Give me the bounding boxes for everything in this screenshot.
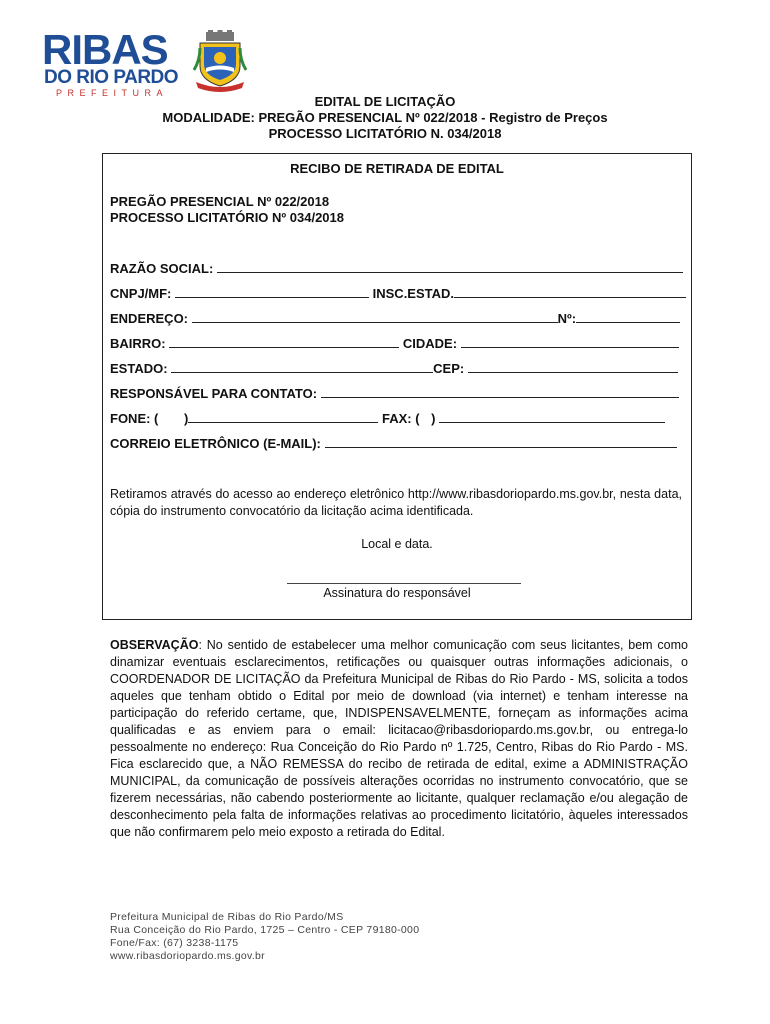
bairro-label: BAIRRO: xyxy=(110,336,166,351)
numero-label: Nº: xyxy=(557,311,577,326)
cidade-label: CIDADE: xyxy=(402,336,458,351)
observacao-paragraph xyxy=(110,637,688,841)
fone-field[interactable] xyxy=(188,410,378,423)
bairro-row xyxy=(110,335,679,352)
fax-close: ) xyxy=(431,411,436,426)
insc-estad-field[interactable] xyxy=(454,285,686,298)
fone-row xyxy=(110,410,665,427)
razao-social-field[interactable] xyxy=(217,260,683,273)
edital-title: EDITAL DE LICITAÇÃO xyxy=(314,94,456,109)
retiramos-text: Retiramos através do acesso ao endereço eletrônico http://www.ribasdoriopardo.ms.gov.br, nesta data, cópia do instrumento convocatório da licitação acima identificada. xyxy=(110,487,682,518)
footer xyxy=(110,911,419,963)
logo-subtitle: DO RIO PARDO xyxy=(44,67,179,88)
razao-social-label: RAZÃO SOCIAL: xyxy=(110,261,214,276)
recibo-box xyxy=(102,153,692,620)
endereco-label: ENDEREÇO: xyxy=(110,311,189,326)
email-label: CORREIO ELETRÔNICO (E-MAIL): xyxy=(110,436,321,451)
recibo-processo: PROCESSO LICITATÓRIO Nº 034/2018 xyxy=(110,210,344,225)
cep-field[interactable] xyxy=(468,360,678,373)
processo-line: PROCESSO LICITATÓRIO N. 034/2018 xyxy=(268,126,502,141)
insc-estad-label: INSC.ESTAD. xyxy=(372,286,455,301)
estado-field[interactable] xyxy=(171,360,433,373)
modalidade-line: MODALIDADE: PREGÃO PRESENCIAL Nº 022/2018 - Registro de Preços xyxy=(162,110,608,125)
observacao-label: OBSERVAÇÃO xyxy=(110,638,199,652)
bairro-field[interactable] xyxy=(169,335,399,348)
coat-of-arms-icon xyxy=(192,30,248,94)
fax-field[interactable] xyxy=(439,410,665,423)
responsavel-label: RESPONSÁVEL PARA CONTATO: xyxy=(110,386,318,401)
cidade-field[interactable] xyxy=(461,335,679,348)
endereco-row xyxy=(110,310,680,327)
cep-label: CEP: xyxy=(433,361,465,376)
responsavel-row xyxy=(110,385,679,402)
estado-row xyxy=(110,360,678,377)
fone-label: FONE: ( xyxy=(110,411,159,426)
email-field[interactable] xyxy=(325,435,677,448)
recibo-pregao: PREGÃO PRESENCIAL Nº 022/2018 xyxy=(110,194,330,209)
email-row xyxy=(110,435,677,452)
logo-title: RIBAS xyxy=(42,26,168,73)
observacao-text: : No sentido de estabelecer uma melhor comunicação com seus licitantes, bem como dinamizar eventuais esclarecimentos, retificações ou quaisquer outras informações adicionais, o COORDENADOR DE LICITAÇÃO da Prefeitura Municipal de Ribas do Rio Pardo - MS, solicita a todos aqueles que tenham obtido o Edital por meio de download (via internet) e tenham interesse na participação do referido certame, que, INDISPENSAVELMENTE, forneçam as informações acima qualificadas e as enviem para o email: licitacao@ribasdoriopardo.ms.gov.br, ou entrega-lo pessoalmente no endereço: Rua Conceição do Rio Pardo nº 1.725, Centro, Ribas do Rio Pardo - MS. Fica esclarecido que, a NÃO REMESSA do recibo de retirada de edital, exime a ADMINISTRAÇÃO MUNICIPAL, da comunicação de possíveis alterações ocorridas no instrumento convocatório, que se fizerem necessárias, não cabendo posteriormente ao licitante, qualquer reclamação e/ou alegação de desconhecimento pela falta de informações relativas ao procedimento licitatório, àqueles interessados que não confirmarem pelo meio exposto a retirada do Edital. xyxy=(110,638,688,839)
cnpj-label: CNPJ/MF: xyxy=(110,286,172,301)
logo-prefeitura: PREFEITURA xyxy=(56,88,169,98)
estado-label: ESTADO: xyxy=(110,361,168,376)
local-data: Local e data. xyxy=(361,537,433,551)
footer-line-1: Prefeitura Municipal de Ribas do Rio Pardo/MS xyxy=(110,911,344,923)
fone-close: ) xyxy=(184,411,189,426)
numero-field[interactable] xyxy=(576,310,680,323)
footer-line-3: Fone/Fax: (67) 3238-1175 xyxy=(110,937,239,949)
footer-website: www.ribasdoriopardo.ms.gov.br xyxy=(110,950,265,962)
razao-social-row[interactable] xyxy=(110,260,683,277)
signature-line[interactable] xyxy=(287,583,521,584)
assinatura-label: Assinatura do responsável xyxy=(323,586,471,600)
cnpj-field[interactable] xyxy=(175,285,369,298)
cnpj-row xyxy=(110,285,686,302)
municipality-logo xyxy=(42,26,242,100)
fax-label: FAX: ( xyxy=(381,411,420,426)
recibo-title: RECIBO DE RETIRADA DE EDITAL xyxy=(290,161,504,176)
endereco-field[interactable] xyxy=(192,310,558,323)
responsavel-field[interactable] xyxy=(321,385,679,398)
footer-line-2: Rua Conceição do Rio Pardo, 1725 – Centro - CEP 79180-000 xyxy=(110,924,420,936)
